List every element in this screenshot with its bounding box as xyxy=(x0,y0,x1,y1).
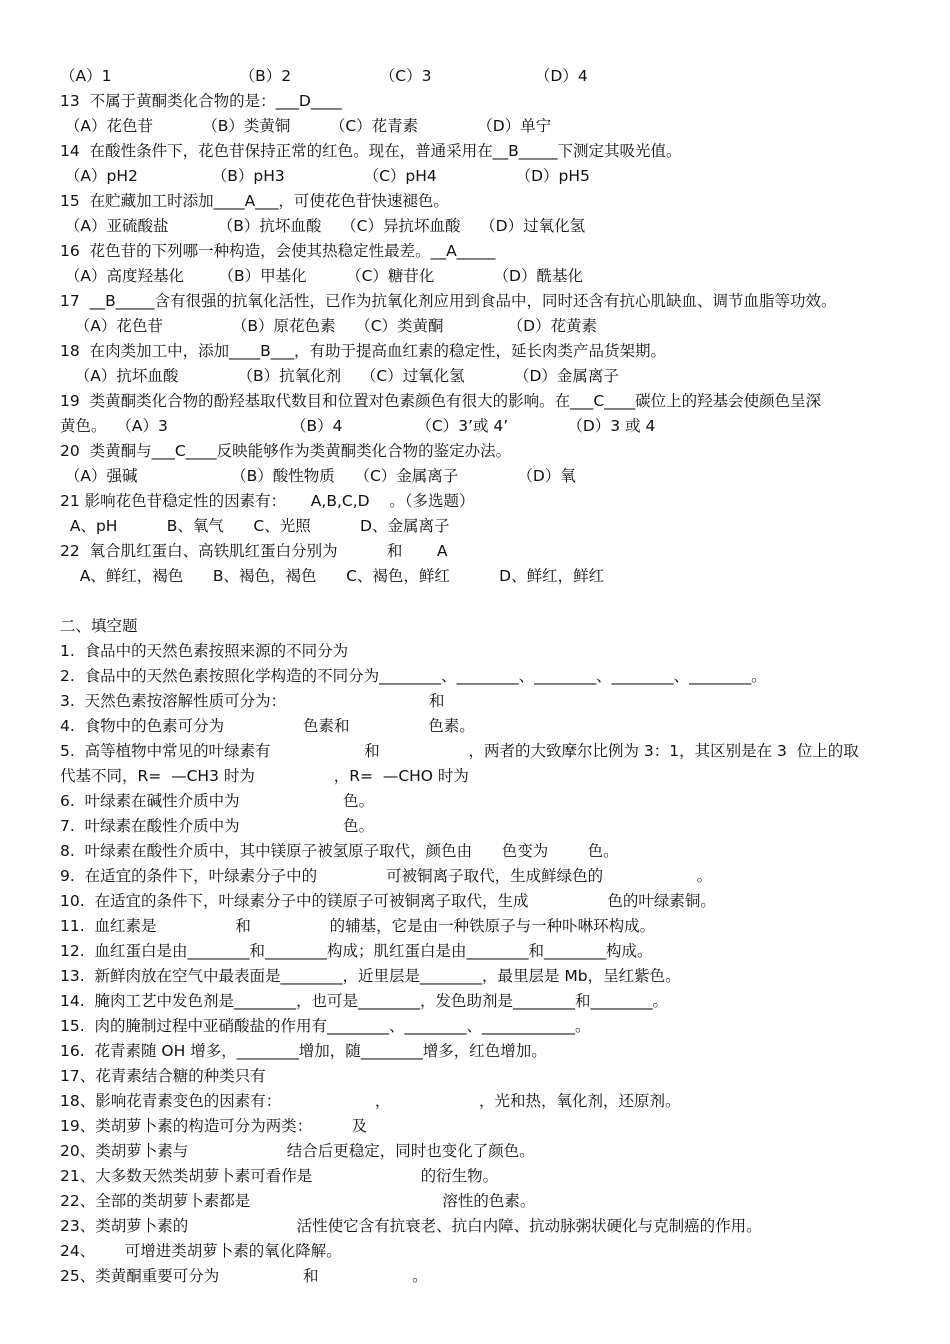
text-line: （A）强碱 （B）酸性物质 （C）金属离子 （D）氧 xyxy=(60,467,576,485)
text-line: 21 影响花色苷稳定性的因素有： A,B,C,D 。（多选题） xyxy=(60,492,475,510)
text-line: 5. 高等植物中常见的叶绿素有 和 ，两者的大致摩尔比例为 3：1，其区别是在 3 位上的取 xyxy=(60,742,859,760)
text-line: （A）花色苷 （B）原花色素 （C）类黄酮 （D）花黄素 xyxy=(60,317,598,335)
text-line: 4. 食物中的色素可分为 色素和 色素。 xyxy=(60,717,475,735)
text-line: 1. 食品中的天然色素按照来源的不同分为 xyxy=(60,642,349,660)
text-line: 2. 食品中的天然色素按照化学构造的不同分为________、________、________、________、________。 xyxy=(60,667,767,685)
text-line: 17、花青素结合糖的种类只有 xyxy=(60,1067,266,1085)
text-line: 14. 腌肉工艺中发色剂是________，也可是________，发色助剂是________和________。 xyxy=(60,992,669,1010)
text-line: 7. 叶绿素在酸性介质中为 色。 xyxy=(60,817,375,835)
text-line: 3. 天然色素按溶解性质可分为： 和 xyxy=(60,692,445,710)
text-line: 15. 肉的腌制过程中亚硝酸盐的作用有________、________、____________。 xyxy=(60,1017,591,1035)
text-line: 17 __B_____含有很强的抗氧化活性，已作为抗氧化剂应用到食品中，同时还含有抗心肌缺血、调节血脂等功效。 xyxy=(60,292,837,310)
text-line: 16 花色苷的下列哪一种构造，会使其热稳定性最差。__A_____ xyxy=(60,242,496,260)
text-line: 二、填空题 xyxy=(60,617,138,635)
text-line: 25、类黄酮重要可分为 和 。 xyxy=(60,1267,428,1285)
text-line: 黄色。 （A）3 （B）4 （C）3’或 4’ （D）3 或 4 xyxy=(60,417,656,435)
text-line: （A）pH2 （B）pH3 （C）pH4 （D）pH5 xyxy=(60,167,590,185)
text-line: 14 在酸性条件下，花色苷保持正常的红色。现在，普通采用在__B_____下测定其吸光值。 xyxy=(60,142,682,160)
text-line: 18 在肉类加工中，添加____B___，有助于提高血红素的稳定性，延长肉类产品货架期。 xyxy=(60,342,666,360)
text-line: 12. 血红蛋白是由________和________构成；肌红蛋白是由________和________构成。 xyxy=(60,942,653,960)
text-line: 24、 可增进类胡萝卜素的氧化降解。 xyxy=(60,1242,342,1260)
text-line: （A）抗坏血酸 （B）抗氧化剂 （C）过氧化氢 （D）金属离子 xyxy=(60,367,619,385)
text-line: 8. 叶绿素在酸性介质中，其中镁原子被氢原子取代，颜色由 色变为 色。 xyxy=(60,842,619,860)
text-line: （A）花色苷 （B）类黄铜 （C）花青素 （D）单宁 xyxy=(60,117,552,135)
text-line: （A）1 （B）2 （C）3 （D）4 xyxy=(60,67,588,85)
text-line: 22、全部的类胡萝卜素都是 溶性的色素。 xyxy=(60,1192,536,1210)
text-line: 13 不属于黄酮类化合物的是：___D____ xyxy=(60,92,342,110)
text-line: 19、类胡萝卜素的构造可分为两类： 及 xyxy=(60,1117,368,1135)
text-line: 13. 新鲜肉放在空气中最表面是________，近里层是________，最里层是 Mb，呈红紫色。 xyxy=(60,967,681,985)
text-line: 20 类黄酮与___C____反映能够作为类黄酮类化合物的鉴定办法。 xyxy=(60,442,512,460)
text-line: 6. 叶绿素在碱性介质中为 色。 xyxy=(60,792,375,810)
text-line: 22 氧合肌红蛋白、高铁肌红蛋白分别为 和 A xyxy=(60,542,448,560)
text-line: 15 在贮藏加工时添加____A___，可使花色苷快速褪色。 xyxy=(60,192,449,210)
text-line: 18、影响花青素变色的因素有： ， ，光和热，氧化剂，还原剂。 xyxy=(60,1092,681,1110)
text-line: 19 类黄酮类化合物的酚羟基取代数目和位置对色素颜色有很大的影响。在___C____碳位上的羟基会使颜色呈深 xyxy=(60,392,822,410)
text-line: A、pH B、氧气 C、光照 D、金属离子 xyxy=(60,517,450,535)
text-line: 21、大多数天然类胡萝卜素可看作是 的衍生物。 xyxy=(60,1167,499,1185)
text-line: 16. 花青素随 OH 增多，________增加，随________增多，红色增加。 xyxy=(60,1042,547,1060)
text-line: 代基不同，R= —CH3 时为 ，R= —CHO 时为 xyxy=(60,767,469,785)
text-line: （A）亚硫酸盐 （B）抗坏血酸 （C）异抗坏血酸 （D）过氧化氢 xyxy=(60,217,586,235)
text-line: 10. 在适宜的条件下，叶绿素分子中的镁原子可被铜离子取代，生成 色的叶绿素铜。 xyxy=(60,892,716,910)
text-line: 11. 血红素是 和 的辅基，它是由一种铁原子与一种卟啉环构成。 xyxy=(60,917,656,935)
text-line: 20、类胡萝卜素与 结合后更稳定，同时也变化了颜色。 xyxy=(60,1142,535,1160)
text-line: 9. 在适宜的条件下，叶绿素分子中的 可被铜离子取代，生成鲜绿色的 。 xyxy=(60,867,713,885)
text-line: A、鲜红，褐色 B、褐色，褐色 C、褐色，鲜红 D、鲜红，鲜红 xyxy=(60,567,605,585)
text-line: 23、类胡萝卜素的 活性使它含有抗衰老、抗白内障、抗动脉粥状硬化与克制癌的作用。 xyxy=(60,1217,762,1235)
text-line: （A）高度羟基化 （B）甲基化 （C）糖苷化 （D）酰基化 xyxy=(60,267,583,285)
